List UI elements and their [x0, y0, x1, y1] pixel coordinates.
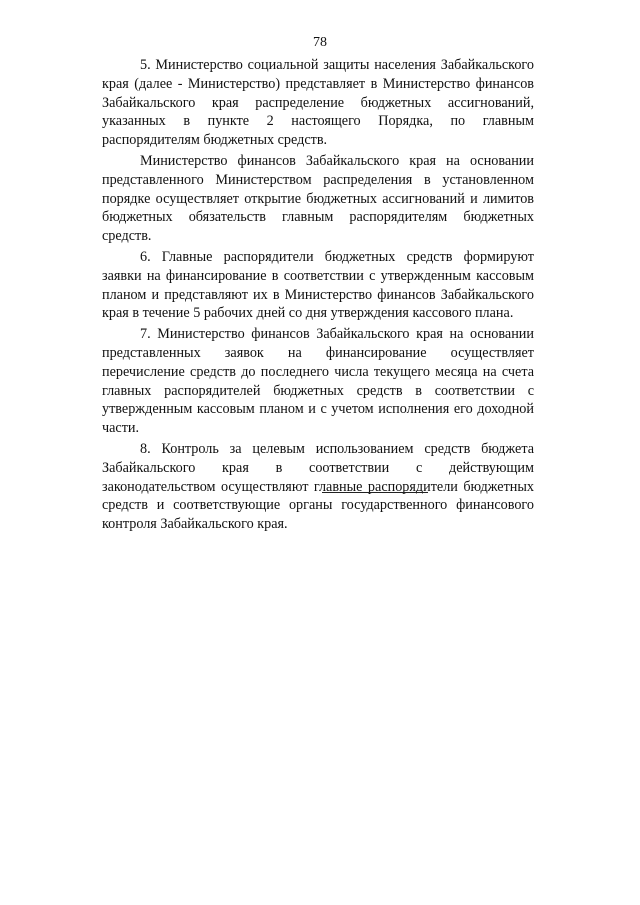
paragraph-7: 7. Министерство финансов Забайкальского края на основании представленных заявок на финансирование осуществляет перечисление средств до последнего числа текущего месяца на счета главных распорядителей бюджетных средств в соответствии с утвержденным кассовым планом и с учетом исполнения его доходной части.	[102, 326, 534, 437]
page-number: 78	[313, 35, 327, 50]
paragraph-5: 5. Министерство социальной защиты населения Забайкальского края (далее - Министерство) представляет в Министерство финансов Забайкальского края распределение бюджетных ассигнований, указанных в пункте 2 настоящего Порядка, по главным распорядителям бюджетных средств.	[102, 57, 534, 149]
paragraph-5-continued: Министерство финансов Забайкальского края на основании представленного Министерством распределения в установленном порядке осуществляет открытие бюджетных ассигнований и лимитов бюджетных обязательств главным распорядителям бюджетных средств.	[102, 152, 534, 245]
paragraph-6: 6. Главные распорядители бюджетных средств формируют заявки на финансирование в соответствии с утвержденным кассовым планом и представляют их в Министерство финансов Забайкальского края в течение 5 рабочих дней со дня утверждения кассового плана.	[102, 248, 534, 322]
end-divider-line	[322, 492, 428, 493]
document-body	[102, 56, 534, 536]
paragraph-8: 8. Контроль за целевым использованием средств бюджета Забайкальского края в соответствии с действующим законодательством осуществляют главные распорядители бюджетных средств и соответствующие органы государственного финансового контроля Забайкальского края.	[102, 440, 534, 533]
